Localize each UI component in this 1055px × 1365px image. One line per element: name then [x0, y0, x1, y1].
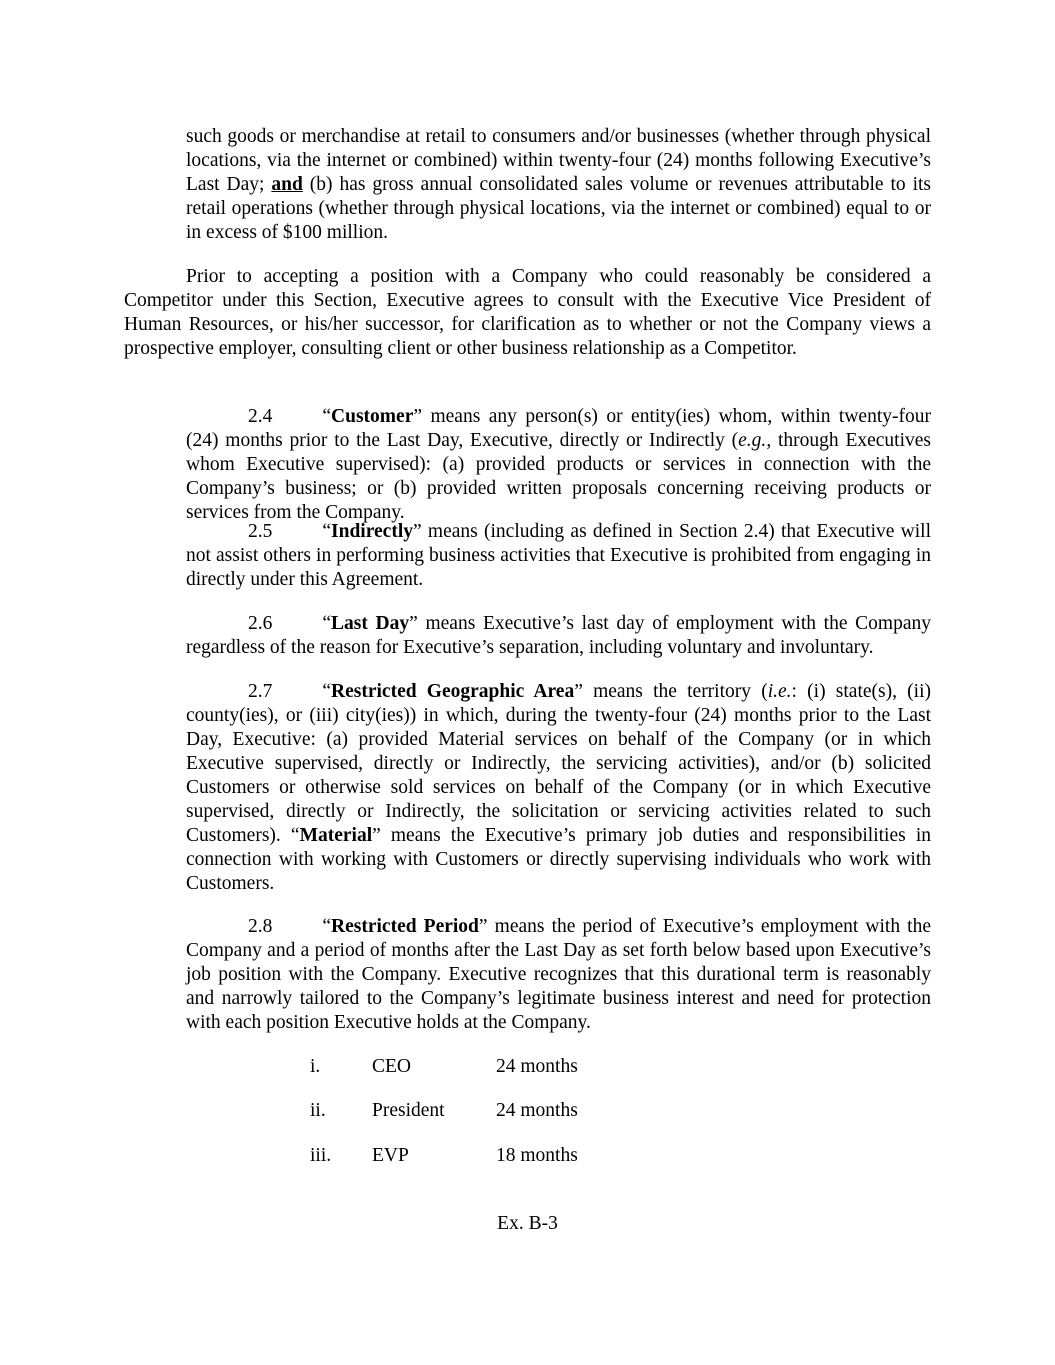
list-roman: ii.	[310, 1100, 326, 1121]
list-roman: i.	[310, 1056, 321, 1077]
section-number: 2.7	[248, 681, 273, 702]
defined-term: Restricted Geographic Area	[331, 681, 575, 702]
competitor-consult-paragraph: Prior to accepting a position with a Company who could reasonably be considered a Competitor under this Section, Executive agrees to consult with the Executive Vice President of Human Resources, or his/her successor, for clarification as to whether or not the Company views a prospective employer, consulting client or other business relationship as a Competitor.	[124, 266, 931, 359]
defined-term: Material	[299, 825, 373, 846]
continuation-paragraph: such goods or merchandise at retail to consumers and/or businesses (whether through physical locations, via the internet or combined) within twenty-four (24) months following Executive’s Last Day; and (b) has gross annual consolidated sales volume or revenues attributable to its retail operations (whether through physical locations, via the internet or combined) equal to or in excess of $100 million.	[186, 126, 932, 243]
section-2-4: 2.4 “Customer” means any person(s) or entity(ies) whom, within twenty-four (24) months prior to the Last Day, Executive, directly or Indirectly (e.g., through Executives whom Executive supervised): (a) provided products or services in connection with the Company’s business; or (b) provided written proposals concerning receiving products or services from the Company.	[186, 406, 931, 523]
section-2-6: 2.6 “Last Day” means Executive’s last day of employment with the Company regardless of the reason for Executive’s separation, including voluntary and involuntary.	[186, 613, 932, 658]
emphasis-and: and	[271, 174, 303, 195]
defined-term: Last Day	[331, 613, 410, 634]
list-position: EVP	[372, 1145, 409, 1166]
section-number: 2.4	[248, 406, 273, 427]
list-roman: iii.	[310, 1145, 332, 1166]
list-position: CEO	[372, 1056, 411, 1077]
page-number: Ex. B-3	[497, 1213, 558, 1234]
defined-term: Indirectly	[331, 521, 414, 542]
section-number: 2.5	[248, 521, 273, 542]
list-position: President	[372, 1100, 445, 1121]
section-2-8: 2.8 “Restricted Period” means the period of Executive’s employment with the Company and a period of months after the Last Day as set forth below based upon Executive’s job position with the Company. Executive recognizes that this durational term is reasonably and narrowly tailored to the Company’s legitimate business interest and need for protection with each position Executive holds at the Company.	[186, 916, 931, 1033]
section-number: 2.6	[248, 613, 273, 634]
list-duration: 18 months	[496, 1145, 578, 1166]
section-2-5: 2.5 “Indirectly” means (including as defined in Section 2.4) that Executive will not assist others in performing business activities that Executive is prohibited from engaging in directly under this Agreement.	[186, 521, 931, 590]
section-number: 2.8	[248, 916, 273, 937]
list-duration: 24 months	[496, 1100, 578, 1121]
defined-term: Customer	[331, 406, 414, 427]
list-duration: 24 months	[496, 1056, 578, 1077]
defined-term: Restricted Period	[331, 916, 479, 937]
section-2-7: 2.7 “Restricted Geographic Area” means the territory (i.e.: (i) state(s), (ii) county(ies), or (iii) city(ies)) in which, during the twenty-four (24) months prior to the Last Day, Executive: (a) provided Material services on behalf of the Company (or in which Executive supervised, directly or Indirectly, the servicing activities), and/or (b) solicited Customers or otherwise sold services on behalf of the Company (or in which Executive supervised, directly or Indirectly, the solicitation or servicing activities related to such Customers). “Material” means the Executive’s primary job duties and responsibilities in connection with working with Customers or directly supervising individuals who work with Customers.	[186, 681, 931, 894]
